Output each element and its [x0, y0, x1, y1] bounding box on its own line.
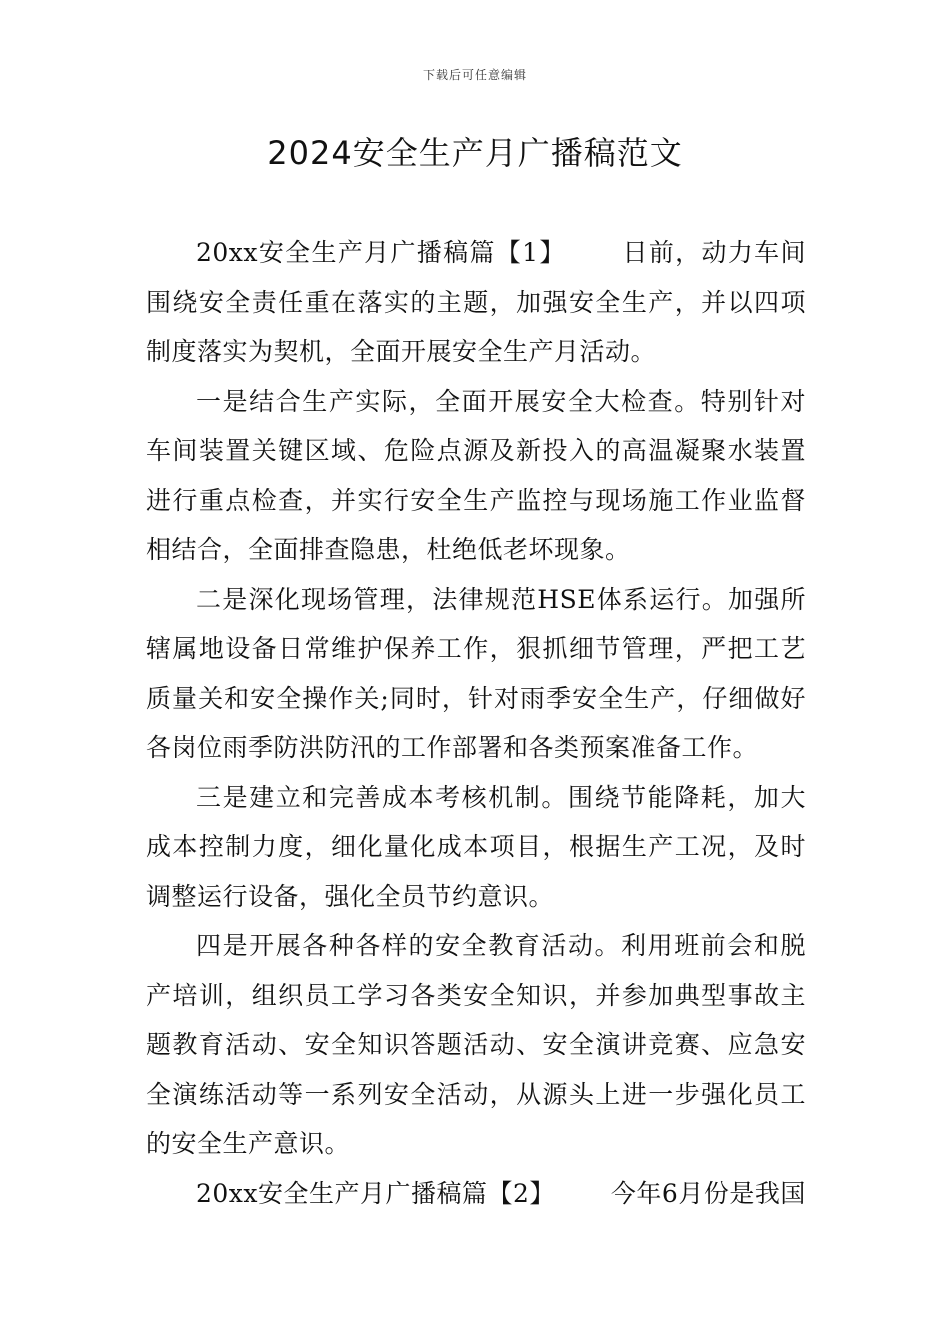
paragraph-3-text: 二是深化现场管理，法律规范HSE体系运行。加强所辖属地设备日常维护保养工作，狠抓细节管理，严把工艺质量关和安全操作关;同时，针对雨季安全生产，仔细做好各岗位雨季防洪防汛的工作部署和各类预案准备工作。 — [146, 584, 806, 762]
document-body — [146, 228, 806, 1218]
paragraph-5 — [146, 921, 806, 1169]
paragraph-5-text: 四是开展各种各样的安全教育活动。利用班前会和脱产培训，组织员工学习各类安全知识，并参加典型事故主题教育活动、安全知识答题活动、安全演讲竞赛、应急安全演练活动等一系列安全活动，从源头上进一步强化员工的安全生产意识。 — [146, 931, 806, 1158]
header-note: 下载后可任意编辑 — [422, 68, 527, 82]
paragraph-6-text: 今年6月份是我国 — [610, 1178, 806, 1208]
paragraph-6 — [146, 1169, 806, 1219]
section-heading-2: 20xx安全生产月广播稿篇【2】 — [196, 1178, 555, 1208]
paragraph-2-text: 一是结合生产实际，全面开展安全大检查。特别针对车间装置关键区域、危险点源及新投入的高温凝聚水装置进行重点检查，并实行安全生产监控与现场施工作业监督相结合，全面排查隐患，杜绝低老坏现象。 — [146, 386, 806, 564]
section-heading-1: 20xx安全生产月广播稿篇【1】 — [196, 238, 566, 267]
paragraph-2 — [146, 377, 806, 575]
paragraph-1-text: 日前，动力车间围绕安全责任重在落实的主题，加强安全生产，并以四项制度落实为契机，全面开展安全生产月活动。 — [146, 238, 806, 366]
paragraph-4 — [146, 773, 806, 922]
paragraph-4-text: 三是建立和完善成本考核机制。围绕节能降耗，加大成本控制力度，细化量化成本项目，根据生产工况，及时调整运行设备，强化全员节约意识。 — [146, 782, 806, 911]
document-title: 2024安全生产月广播稿范文 — [267, 134, 683, 172]
paragraph-1 — [146, 228, 806, 377]
paragraph-3 — [146, 575, 806, 773]
